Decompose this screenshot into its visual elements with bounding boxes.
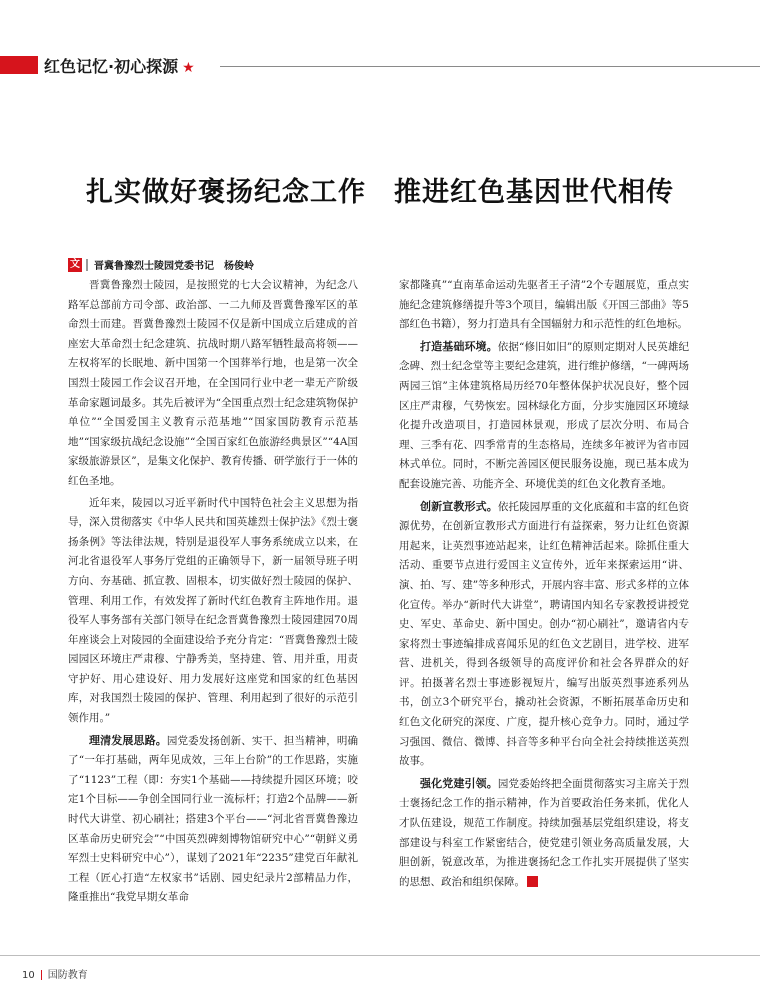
paragraph-text: 园党委发扬创新、实干、担当精神，明确了“一年打基础，两年见成效，三年上台阶”的工作思路，实施了“1123”工程（即：夯实1个基础——持续提升园区环境；咬定1个目标——争创全国同行业一流标杆；打造2个品牌——新时代大讲堂、初心刷社；搭建3个平台——“河北省晋冀鲁豫边区革命历史研究会”“中国英烈碑刻博物馆研究中心”“朝鲜义勇军烈士史料研究中心”），谋划了2021年“2235”建党百年献礼工程（匠心打造“左权家书”话剧、园史纪录片2部精品力作，隆重推出“我党早期女革命 — [68, 734, 358, 904]
byline — [68, 257, 254, 272]
paragraph-text: 依据“修旧如旧”的原则定期对人民英雄纪念碑、烈士纪念堂等主要纪念建筑，进行维护修缮，“一碑两场两园三馆”主体建筑格局历经70年整体保护状况良好，整个园区庄严肃穆，气势恢宏。园林绿化方面，分步实施园区环境绿化提升改造项目，打造园林景观，形成了层次分明、布局合理、三季有花、四季常青的生态格局，连续多年被评为省市园林式单位。同时，不断完善园区便民服务设施，现已基本成为配套设施完善、功能齐全、环境优美的红色文化教育圣地。 — [399, 340, 689, 490]
section-title — [44, 54, 195, 77]
footer-rule — [0, 955, 760, 956]
paragraph-text: 近年来，陵园以习近平新时代中国特色社会主义思想为指导，深入贯彻落实《中华人民共和国英雄烈士保护法》《烈士褒扬条例》等法律法规，特别是退役军人事务系统成立以来，在河北省退役军人事务厅党组的正确领导下，新一届领导班子明方向、夯基础、抓宣教、固根本，切实做好烈士陵园的保护、管理、利用工作，有效发挥了新时代红色教育主阵地作用。退役军人事务部有关部门领导在纪念晋冀鲁豫烈士陵园建园70周年座谈会上对陵园的全面建设给予充分肯定：“晋冀鲁豫烈士陵园园区环境庄严肃穆、宁静秀美，坚持建、管、用并重，用责守护好、用心建设好、用力发展好这座党和国家的红色基因库，对我国烈士陵园的保护、管理、利用起到了很好的示范引领作用。” — [68, 496, 358, 725]
byline-divider — [86, 259, 88, 271]
right-column — [399, 276, 689, 892]
paragraph-subheading: 打造基础环境。 — [420, 339, 498, 353]
page-footer — [22, 966, 88, 981]
paragraph-subheading: 创新宣教形式。 — [420, 499, 498, 513]
paragraph-text: 家都隆真”“直南革命运动先驱者王子清”2个专题展览，重点实施纪念建筑修缮提升等3个项目，编辑出版《开国三部曲》等5部红色书籍），努力打造具有全国辐射力和示范性的红色地标。 — [399, 279, 689, 331]
article-title: 扎实做好褒扬纪念工作 推进红色基因世代相传 — [86, 177, 674, 208]
paragraph-text: 园党委始终把全面贯彻落实习主席关于烈士褒扬纪念工作的指示精神，作为首要政治任务来抓，优化人才队伍建设，规范工作制度。持续加强基层党组织建设，将支部建设与科室工作紧密结合，使党建引领业务高质量发展，大胆创新，锐意改革，为推进褒扬纪念工作扎实开展提供了坚实的思想、政治和组织保障。 — [399, 777, 689, 888]
magazine-name: 国防教育 — [47, 970, 88, 981]
article-paragraph — [68, 276, 358, 492]
byline-author: 晋冀鲁豫烈士陵园党委书记 杨俊岭 — [94, 261, 254, 272]
section-color-bar — [0, 56, 38, 74]
end-mark-icon: G — [527, 876, 538, 887]
article-paragraph — [68, 494, 358, 729]
paragraph-text: 晋冀鲁豫烈士陵园，是按照党的七大会议精神，为纪念八路军总部前方司令部、政治部、一二九师及晋冀鲁豫军区的革命烈士而建。晋冀鲁豫烈士陵园不仅是新中国成立后建成的首座宏大革命烈士纪念建筑、抗战时期八路军牺牲最高将领——左权将军的长眠地、新中国第一个国葬举行地，也是第一次全国烈士陵园工作会议召开地，在全国同行业中老一辈无产阶级革命家题词最多。其先后被评为“全国重点烈士纪念建筑物保护单位”“全国爱国主义教育示范基地”“国家国防教育示范基地”“国家级抗战纪念设施”“全国百家红色旅游经典景区”“4A国家级旅游景区”，是集文化保护、教育传播、研学旅行于一体的红色圣地。 — [68, 279, 358, 487]
article-paragraph — [399, 337, 689, 495]
article-paragraph — [399, 497, 689, 772]
article-paragraph — [399, 276, 689, 335]
header-rule — [220, 66, 760, 67]
star-icon: ★ — [182, 60, 195, 76]
section-label: 红色记忆·初心探源 — [44, 57, 179, 76]
article-paragraph — [399, 774, 689, 893]
article-paragraph — [68, 731, 358, 908]
footer-divider — [41, 970, 42, 980]
paragraph-text: 依托陵园厚重的文化底蕴和丰富的红色资源优势，在创新宣教形式方面进行有益探索，努力让红色资源用起来，让英烈事迹站起来，让红色精神活起来。除抓住重大活动、重要节点进行爱国主义宣传外，近年来探索运用“讲、演、拍、写、建”等多种形式，开展内容丰富、形式多样的立体化宣传。举办“新时代大讲堂”，聘请国内知名专家教授讲授党史、军史、革命史、新中国史。创办“初心刷社”，邀请省内专家将烈士事迹编排成喜闻乐见的红色文艺剧目，进学校、进军营、进机关，得到各级领导的高度评价和社会各界群众的好评。拍摄著名烈士事迹影视短片，编写出版英烈事迹系列丛书，创立3个研究平台，撬动社会资源，不断拓展革命历史和红色文化研究的深度、广度，提升核心竞争力。同时，通过学习强国、微信、微博、抖音等多种平台向全社会持续推送英烈故事。 — [399, 500, 689, 768]
left-column — [68, 276, 358, 908]
byline-mark: 文 — [70, 258, 80, 270]
page-number: 10 — [22, 970, 35, 981]
paragraph-subheading: 强化党建引领。 — [420, 776, 498, 790]
paragraph-subheading: 理清发展思路。 — [89, 733, 167, 747]
